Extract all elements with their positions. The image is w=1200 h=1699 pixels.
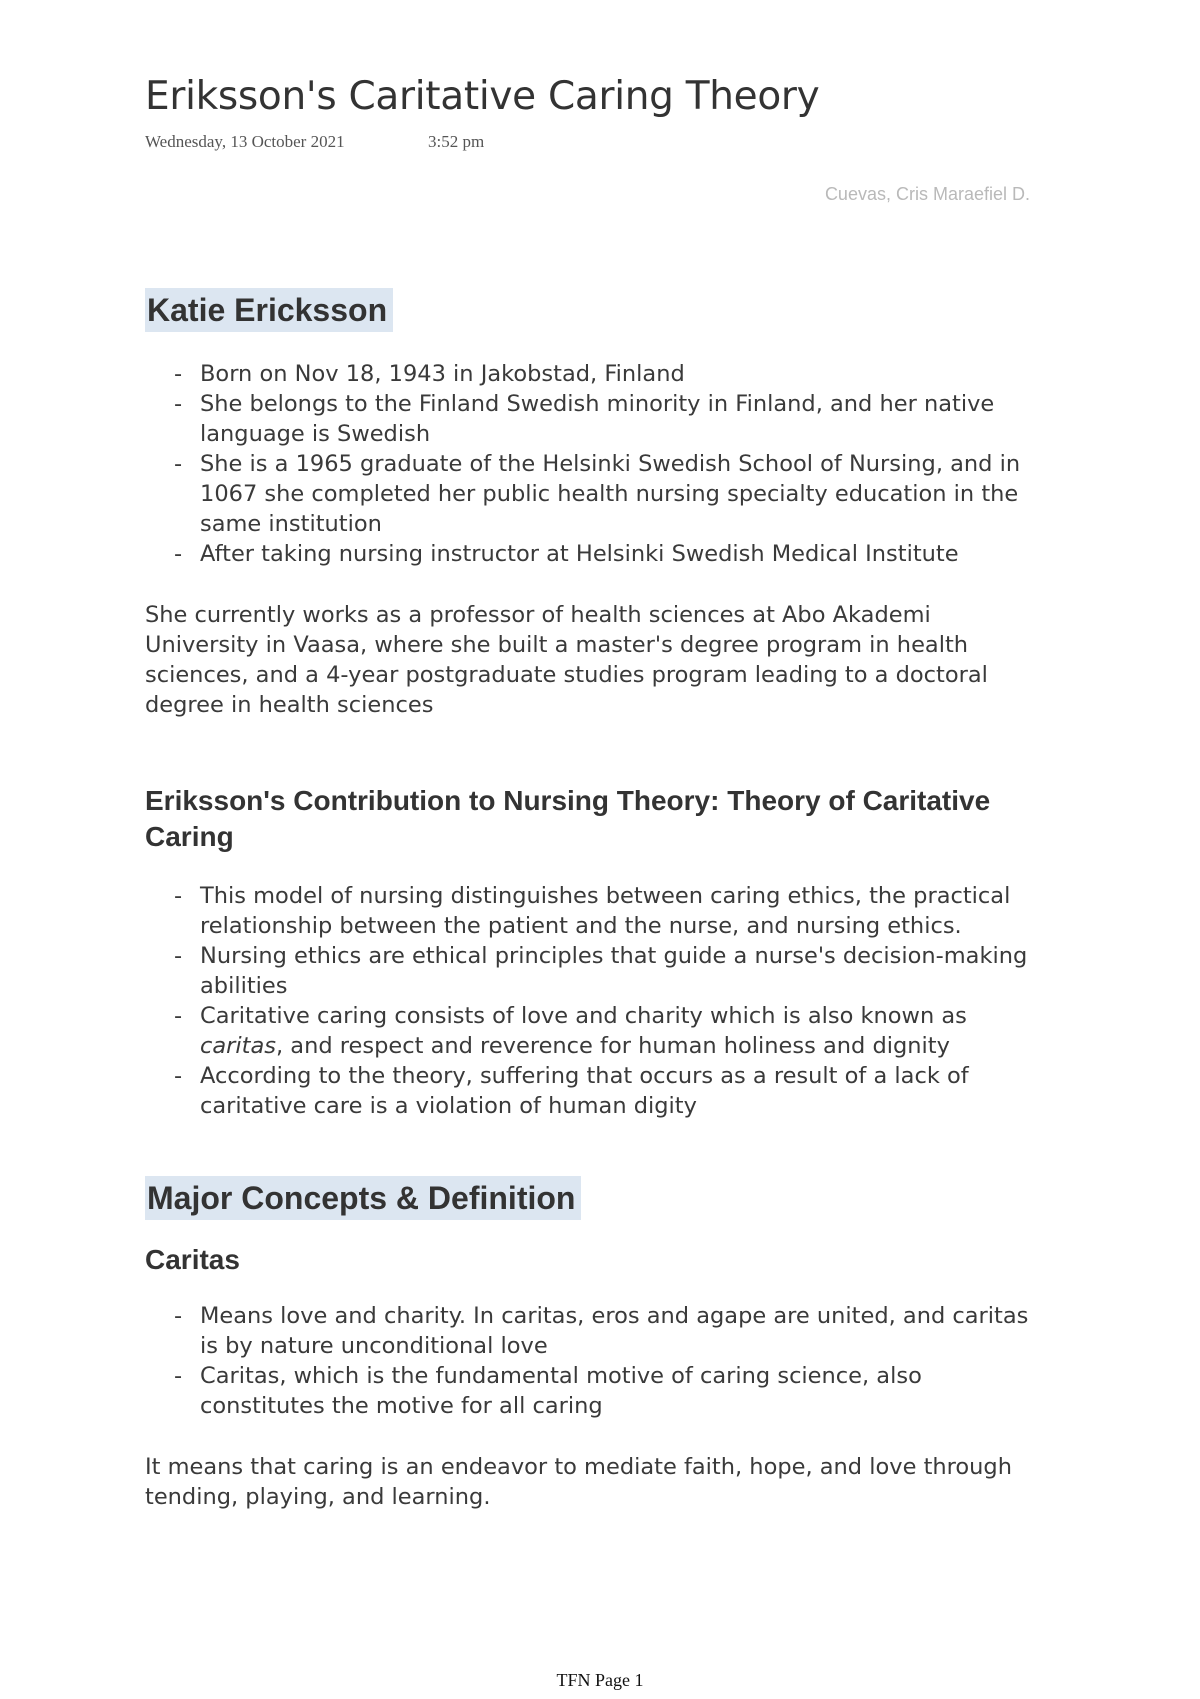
- biography-list: [145, 359, 1045, 569]
- caritas-paragraph: It means that caring is an endeavor to mediate faith, hope, and love through tending, playing, and learning.: [145, 1454, 1012, 1510]
- caritas-term: caritas: [200, 1033, 276, 1059]
- note-body: [145, 288, 1045, 1512]
- list-item: - After taking nursing instructor at Helsinki Swedish Medical Institute: [200, 539, 1045, 569]
- list-item: - Caritas, which is the fundamental motive of caring science, also constitutes the motive for all caring: [200, 1361, 1045, 1421]
- contribution-list: [145, 881, 1045, 1121]
- subheading-caritas: Caritas: [145, 1244, 240, 1275]
- section-heading-katie-ericksson: Katie Ericksson: [145, 288, 393, 332]
- caritas-list: [145, 1301, 1045, 1421]
- list-item: [200, 1001, 1045, 1061]
- list-item: - Means love and charity. In caritas, eros and agape are united, and caritas is by nature unconditional love: [200, 1301, 1045, 1361]
- list-item: - This model of nursing distinguishes between caring ethics, the practical relationship between the patient and the nurse, and nursing ethics.: [200, 881, 1045, 941]
- section-heading-major-concepts: Major Concepts & Definition: [145, 1176, 581, 1220]
- list-item: - She belongs to the Finland Swedish minority in Finland, and her native language is Swedish: [200, 389, 1045, 449]
- note-date: Wednesday, 13 October 2021: [145, 132, 345, 151]
- list-item: - According to the theory, suffering that occurs as a result of a lack of caritative care is a violation of human digity: [200, 1061, 1045, 1121]
- list-item-text: , and respect and reverence for human holiness and dignity: [276, 1033, 950, 1059]
- page-title: Eriksson's Caritative Caring Theory: [145, 74, 820, 119]
- list-item: - Nursing ethics are ethical principles that guide a nurse's decision-making abilities: [200, 941, 1045, 1001]
- page-footer: TFN Page 1: [556, 1670, 644, 1690]
- author-name: Cuevas, Cris Maraefiel D.: [824, 184, 1030, 204]
- section-heading-contribution: Eriksson's Contribution to Nursing Theory: Theory of Caritative Caring: [145, 785, 991, 852]
- list-item: - She is a 1965 graduate of the Helsinki Swedish School of Nursing, and in 1067 she completed her public health nursing specialty education in the same institution: [200, 449, 1045, 539]
- note-time: 3:52 pm: [428, 132, 485, 151]
- biography-paragraph: She currently works as a professor of health sciences at Abo Akademi University in Vaasa, where she built a master's degree program in health sciences, and a 4-year postgraduate studies program leading to a doctoral degree in health sciences: [145, 602, 988, 718]
- list-item: - Born on Nov 18, 1943 in Jakobstad, Finland: [200, 359, 1045, 389]
- list-item-text: Caritative caring consists of love and charity which is also known as: [200, 1003, 967, 1029]
